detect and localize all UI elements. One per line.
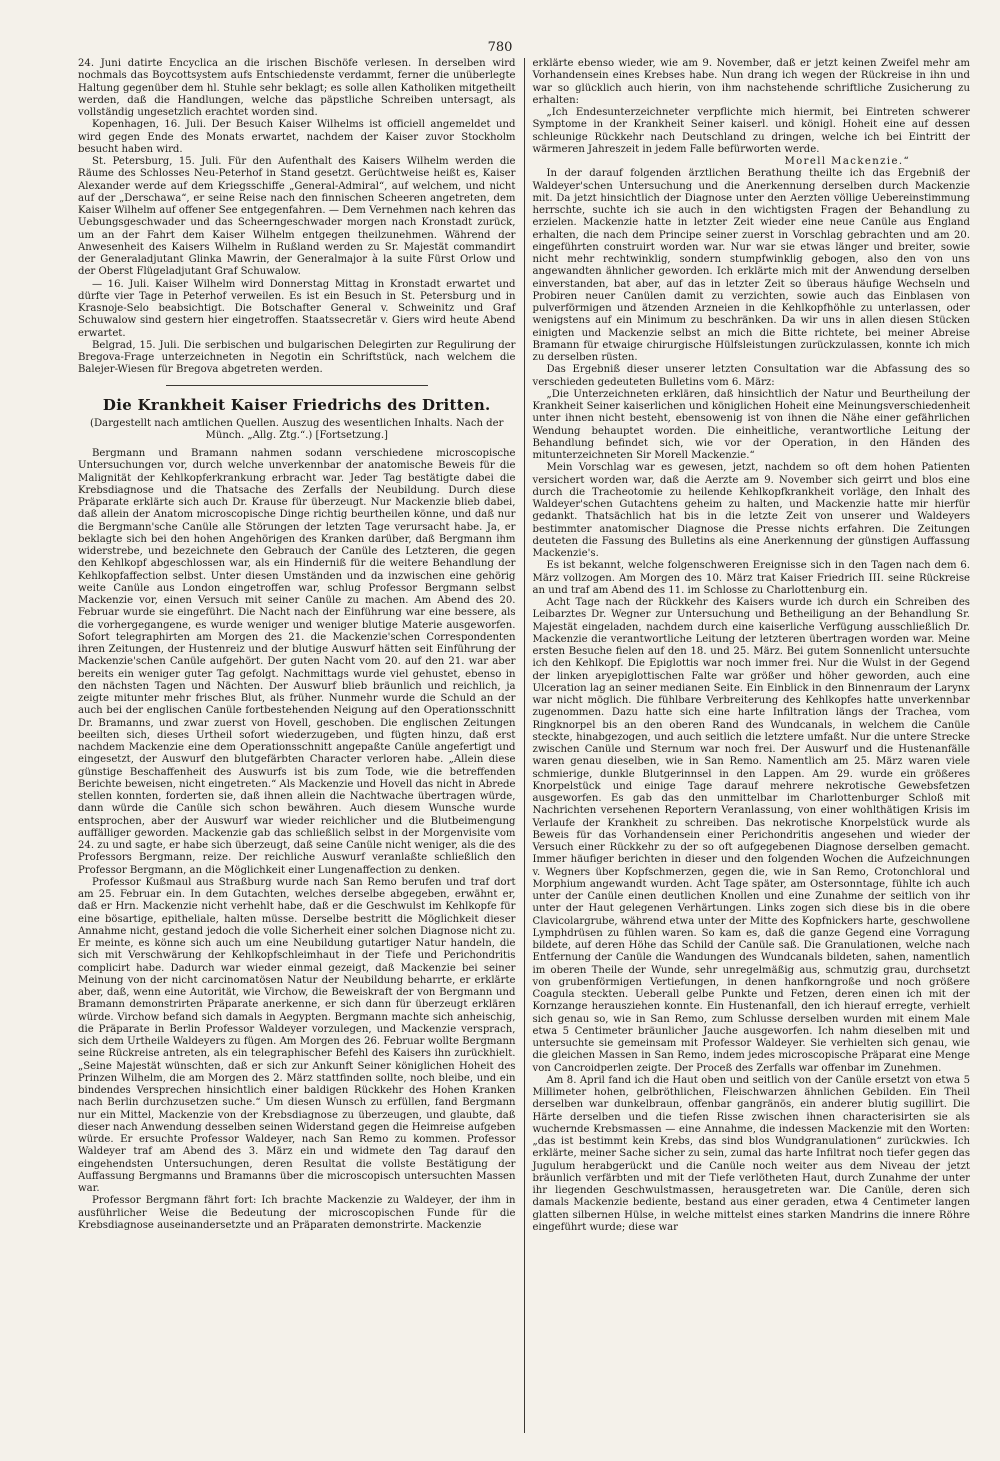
article-paragraph: Bergmann und Bramann nahmen sodann verschiedene microscopische Untersuchungen vor, durch welche unverkennbar der anatomische Beweis für die Malignität der Kehlkopferkrankung erbracht war. Jeder Tag bestätigte dabei die Krebsdiagnose und die Thatsache des Zerfalls der Neubildung. Durch diese Präparate erklärte sich auch Dr. Krause für überzeugt. Nur Mackenzie blieb dabei, daß allein der Anatom microscopische Dinge richtig beurtheilen könne, und daß nur die Bergmann'sche Canüle alle Störungen der letzten Tage verursacht habe. Ja, er beklagte sich bei den hohen Angehörigen des Kranken darüber, daß Bergmann ihm widerstrebe, und bezeichnete den Gebrauch der Canüle des Letzteren, die gegen den Kehlkopf abgeschlossen war, als ein Hinderniß für die weitere Behandlung der Kehlkopfaffection selbst. Unter diesen Umständen und da inzwischen eine gehörig weite Canüle aus London eingetroffen war, schlug Professor Bergmann selbst Mackenzie vor, einen Versuch mit seiner Canüle zu machen. Am Abend des 20. Februar wurde sie eingeführt. Die Nacht nach der Einführung war eine bessere, als die vorhergegangene, es wurde weniger und weniger blutige Materie ausgeworfen. Sofort telegraphirten am Morgen des 21. die Mackenzie'schen Correspondenten ihren Zeitungen, der Hustenreiz und der blutige Auswurf hätten seit Einführung der Mackenzie'schen Canüle aufgehört. Der guten Nacht vom 20. auf den 21. war aber bereits ein weniger guter Tag gefolgt. Nachmittags wurde viel gehustet, ebenso in den nächsten Tagen und Nächten. Der Auswurf blieb bräunlich und reichlich, ja zeigte mitunter mehr frisches Blut, als früher. Nunmehr wurde die Schuld an der auch bei der englischen Canüle fortbestehenden Neigung auf den Operationsschnitt Dr. Bramanns, und zwar zuerst von Hovell, geschoben. Die englischen Zeitungen beeilten sich, dieses Urtheil sofort wiederzugeben, und fügten hinzu, daß erst nachdem Mackenzie eine dem Operationsschnitt angepaßte Canüle angefertigt und eingesetzt, der Auswurf den blutgefärbten Character verloren habe. „Allein diese günstige Beschaffenheit des Auswurfs ist bis zum Tode, wie die betreffenden Berichte beweisen, nicht eingetreten.“ Als Mackenzie und Hovell das nicht in Abrede stellen konnten, forderten sie, daß ihnen allein die Nachtwache übertragen würde, dann würde die Canüle sich schon bewähren. Auch diesem Wunsche wurde entsprochen, aber der Auswurf war wieder reichlicher und die Blutbeimengung auffälliger geworden. Mackenzie gab das schließlich selbst in der Morgenvisite vom 24. zu und sagte, er habe sich überzeugt, daß seine Canüle nicht weniger, als die des Professors Bergmann, reize. Der reichliche Auswurf veranlaßte schließlich den Professor Bergmann, an die Möglichkeit einer Lungenaffection zu denken.: [78, 448, 516, 876]
page-number: 780: [487, 40, 513, 55]
article-title: Die Krankheit Kaiser Friedrichs des Dritten.: [102, 395, 491, 414]
news-paragraph: — 16. Juli. Kaiser Wilhelm wird Donnerstag Mittag in Kronstadt erwartet und dürfte vier Tage in Peterhof verweilen. Es ist ein Besuch in St. Petersburg und in Krasnoje-Selo beabsichtigt. Die Botschafter General v. Schweinitz und Graf Schuwalow sind gestern hier eingetroffen. Staatssecretär v. Giers wird heute Abend erwartet.: [78, 278, 516, 339]
article-paragraph: In der darauf folgenden ärztlichen Berathung theilte ich das Ergebniß der Waldeyer'schen Untersuchung und die Anerkennung derselben durch Mackenzie mit. Da jetzt hinsichtlich der Diagnose unter den Aerzten völlige Uebereinstimmung herrschte, suchte ich sie auch in den wichtigsten Fragen der Behandlung zu erzielen. Mackenzie hatte in letzter Zeit wieder eine neue Canüle aus England erhalten, die nach dem Principe seiner zuerst in Vorschlag gebrachten und am 20. eingeführten construirt worden war. Nur war sie etwas länger und breiter, sowie nicht mehr rechtwinklig, sondern stumpfwinklig gebogen, also den von uns angewandten ähnlicher geworden. Ich erklärte mich mit der Anwendung derselben einverstanden, bat aber, auf das in letzter Zeit so überaus häufige Wechseln und Probiren neuer Canülen damit zu verzichten, sowie auch das Einblasen von pulverförmigen und ätzenden Arzneien in die Kehlkopfhöhle zu unterlassen, oder wenigstens auf ein Minimum zu beschränken. Da wir uns in allen diesen Stücken einigten und Mackenzie selbst an mich die Bitte richtete, bei meiner Abreise Bramann für etwaige chirurgische Hülfsleistungen zurückzulassen, konnte ich mich zu derselben rüsten.: [532, 168, 970, 363]
article-paragraph: Professor Kußmaul aus Straßburg wurde nach San Remo berufen und traf dort am 25. Februar ein. In dem Gutachten, welches derselbe abgegeben, erwähnt er, daß er Hrn. Mackenzie nicht verhehlt habe, daß er die Geschwulst im Kehlkopfe für eine bösartige, epitheliale, halten müsse. Derselbe bestritt die Möglichkeit dieser Annahme nicht, gestand jedoch die volle Sicherheit einer solchen Diagnose nicht zu. Er meinte, es könne sich auch um eine Neubildung gutartiger Natur handeln, die sich mit Verschwärung der Kehlkopfschleimhaut in der Tiefe und Perichondritis complicirt habe. Dadurch war wieder einmal gezeigt, daß Mackenzie bei seiner Meinung von der nicht carcinomatösen Natur der Neubildung beharrte, er erklärte aber, daß, wenn eine Autorität, wie Virchow, die Beweiskraft der von Bergmann und Bramann demonstrirten Präparate anerkenne, er sich dann für überzeugt erklären würde. Virchow befand sich damals in Aegypten. Bergmann machte sich anheischig, die Präparate in Berlin Professor Waldeyer vorzulegen, und Mackenzie versprach, sich dem Urtheile Waldeyers zu fügen. Am Morgen des 26. Februar wollte Bergmann seine Rückreise antreten, als ein telegraphischer Befehl des Kaisers ihn zurückhielt. „Seine Majestät wünschten, daß er sich zur Ankunft Seiner königlichen Hoheit des Prinzen Wilhelm, die am Morgen des 2. März stattfinden sollte, noch bleibe, und ein bindendes Versprechen hinsichtlich einer baldigen Rückkehr des Hohen Kranken nach Berlin durchzusetzen suche.“ Um diesen Wunsch zu erfüllen, fand Bergmann nur ein Mittel, Mackenzie von der Krebsdiagnose zu überzeugen, und glaubte, daß dieser nach Anwendung desselben seinen Widerstand gegen die Heimreise aufgeben würde. Er ersuchte Professor Waldeyer, nach San Remo zu kommen. Professor Waldeyer traf am Abend des 3. März ein und widmete den Tag darauf den eingehendsten Untersuchungen, deren Resultat die vollste Bestätigung der Auffassung Bergmanns und Bramanns über die microscopisch untersuchten Massen war.: [78, 876, 516, 1194]
article-paragraph: erklärte ebenso wieder, wie am 9. November, daß er jetzt keinen Zweifel mehr am Vorhandensein eines Krebses habe. Nun drang ich wegen der Rückreise in ihn und war so glücklich auch hierin, von ihm nachstehende schriftliche Zusicherung zu erhalten:: [532, 58, 970, 106]
text-columns: [78, 58, 970, 1433]
news-paragraph: Belgrad, 15. Juli. Die serbischen und bulgarischen Delegirten zur Regulirung der Bregova-Frage unterzeichneten in Negotin ein Schriftstück, nach welchem die Balejer-Wiesen für Bregova abgetreten werden.: [78, 339, 516, 376]
article-paragraph: Mein Vorschlag war es gewesen, jetzt, nachdem so oft dem hohen Patienten versichert worden war, daß die Aerzte am 9. November sich geirrt und blos eine durch die Tracheotomie zu heilende Kehlkopfkrankheit vorläge, den Inhalt des Waldeyer'schen Gutachtens geheim zu halten, und Mackenzie hatte mir hierfür gedankt. Thatsächlich hat bis in die letzte Zeit von unserer und Waldeyers bestimmter anatomischer Diagnose die Presse nichts erfahren. Die Zeitungen deuteten die Fassung des Bulletins als eine Anerkennung der günstigen Auffassung Mackenzie's.: [532, 462, 970, 559]
article-paragraph: Professor Bergmann fährt fort: Ich brachte Mackenzie zu Waldeyer, der ihm in ausführlicher Weise die Bedeutung der microscopischen Funde für die Krebsdiagnose auseinandersetzte und an Präparaten demonstrirte. Mackenzie: [78, 1195, 516, 1231]
news-paragraph: Kopenhagen, 16. Juli. Der Besuch Kaiser Wilhelms ist officiell angemeldet und wird gegen Ende des Monats erwartet, nachdem der Kaiser zuvor Stockholm besucht haben wird.: [78, 119, 516, 155]
article-subtitle: (Dargestellt nach amtlichen Quellen. Auszug des wesentlichen Inhalts. Nach der Münch. „Allg. Ztg.“.) [Fortsetzung.]: [90, 417, 504, 441]
news-paragraph: 24. Juni datirte Encyclica an die irischen Bischöfe verlesen. In derselben wird nochmals das Boycottsystem aufs Entschiedenste verdammt, ferner die unüberlegte Haltung gegenüber dem hl. Stuhle sehr beklagt; es solle allen Katholiken mitgetheilt werden, daß die Handlungen, welche das päpstliche Schreiben untersagt, als vollständig ungesetzlich erachtet worden sind.: [78, 58, 516, 118]
news-paragraph: St. Petersburg, 15. Juli. Für den Aufenthalt des Kaisers Wilhelm werden die Räume des Schlosses Neu-Peterhof in Stand gesetzt. Gerüchtweise heißt es, Kaiser Alexander werde auf dem Kriegsschiffe „General-Admiral“, auf welchem, und nicht auf der „Derschawa“, er seine Reise nach den finnischen Scheeren angetreten, dem Kaiser Wilhelm auf offener See entgegenfahren. — Dem Vernehmen nach kehren das Uebungsgeschwader und das Scheerngeschwader morgen nach Kronstadt zurück, um an der Fahrt dem Kaiser Wilhelm entgegen theilzunehmen. Während der Anwesenheit des Kaisers Wilhelm in Rußland werden zu Sr. Majestät commandirt der Generaladjutant Glinka Mawrin, der Generalmajor à la suite Fürst Orlow und der Oberst Flügeladjutant Graf Schuwalow.: [78, 156, 516, 278]
article-paragraph: Acht Tage nach der Rückkehr des Kaisers wurde ich durch ein Schreiben des Leibarztes Dr. Wegner zur Untersuchung und Betheiligung an der Behandlung Sr. Majestät eingeladen, nachdem durch eine kaiserliche Verfügung ausschließlich Dr. Mackenzie die verantwortliche Leitung der letzteren übertragen worden war. Meine ersten Besuche fielen auf den 18. und 25. März. Bei gutem Sonnenlicht untersuchte ich den Kehlkopf. Die Epiglottis war noch immer frei. Nur die Wulst in der Gegend der linken aryepiglottischen Falte war größer und höher geworden, auch eine Ulceration lag an seiner medianen Seite. Ein Einblick in den Binnenraum der Larynx war nicht möglich. Die fühlbare Verbreiterung des Kehlkopfes hatte unverkennbar zugenommen. Dazu hatte sich eine harte Infiltration längs der Trachea, vom Ringknorpel bis an den oberen Rand des Wundcanals, in welchem die Canüle steckte, hinabgezogen, und auch seitlich die letztere umfaßt. Nur die untere Strecke zwischen Canüle und Sternum war noch frei. Der Auswurf und die Hustenanfälle waren genau dieselben, wie in San Remo. Namentlich am 25. März waren viele schmierige, dunkle Blutgerinnsel in den Lappen. Am 29. wurde ein größeres Knorpelstück und einige Tage darauf mehrere nekrotische Gewebsfetzen ausgeworfen. Es gab das den unmittelbar im Charlottenburger Schloß mit Nachrichten versehenen Reportern Veranlassung, von einer wohlthätigen Krisis im Verlaufe der Krankheit zu schreiben. Das nekrotische Knorpelstück wurde als Beweis für das Vorhandensein einer Perichondritis angesehen und wieder der Versuch einer Rückkehr zu der so oft aufgegebenen Diagnose derselben gemacht. Immer häufiger berichten in dieser und den folgenden Wochen die Aufzeichnungen v. Wegners über Kopfschmerzen, gegen die, wie in San Remo, Crotonchloral und Morphium angewandt wurden. Acht Tage später, am Ostersonntage, fühlte ich auch unter der Canüle einen deutlichen Knollen und eine Zunahme der seitlich von ihr unter der Haut gelegenen Verhärtungen. Links zogen sich diese bis in die obere Clavicolargrube, während etwa unter der Mitte des Kopfnickers harte, geschwollene Lymphdrüsen zu fühlen waren. So kam es, daß die ganze Gegend eine Vorragung bildete, auf deren Höhe das Schild der Canüle saß. Die Granulationen, welche nach Entfernung der Canüle die Wandungen des Wundcanals bildeten, sahen, namentlich im oberen Theile der Wunde, sehr unregelmäßig aus, schmutzig grau, durchsetzt von grubenförmigen Vertiefungen, in denen hanfkorngroße und noch größere Coagula steckten. Ueberall gelbe Punkte und Fetzen, deren einen ich mit der Kornzange herausziehen konnte. Ein Hustenanfall, den ich hierauf erregte, verhielt sich genau so, wie in San Remo, zum Schlusse derselben wurden mit einem Male etwa 5 Centimeter bräunlicher Jauche ausgeworfen. Ich nahm dieselben mit und untersuchte sie gemeinsam mit Professor Waldeyer. Sie verhielten sich genau, wie die gleichen Massen in San Remo, indem jedes microscopische Präparat eine Menge von Cancroidperlen zeigte. Der Proceß des Zerfalls war offenbar im Zunehmen.: [532, 597, 970, 1074]
article-paragraph: Es ist bekannt, welche folgenschweren Ereignisse sich in den Tagen nach dem 6. März vollzogen. Am Morgen des 10. März trat Kaiser Friedrich III. seine Rückreise an und traf am Abend des 11. im Schlosse zu Charlottenburg ein.: [532, 560, 970, 596]
article-paragraph: Am 8. April fand ich die Haut oben und seitlich von der Canüle ersetzt von etwa 5 Millimeter hohen, gelbröthlichen, Fleischwarzen ähnlichen Gebilden. Ein Theil derselben war dunkelbraun, offenbar gangränös, ein anderer blutig sugillirt. Die Härte derselben und die tiefen Risse zwischen ihnen characterisirten sie als wuchernde Krebsmassen — eine Annahme, die indessen Mackenzie mit den Worten: „das ist bestimmt kein Krebs, das sind blos Wundgranulationen“ zurückwies. Ich erklärte, meiner Sache sicher zu sein, zumal das harte Infiltrat noch tiefer gegen das Jugulum herabgerückt und die Canüle noch weiter aus dem Niveau der jetzt bräunlich verfärbten und mit der Tiefe verlötheten Haut, durch Zunahme der unter ihr liegenden Geschwulstmassen, herausgetreten war. Die Canüle, deren sich damals Mackenzie bediente, bestand aus einer geraden, etwa 4 Centimeter langen glatten silbernen Hülse, in welche mittelst eines starken Mandrins die innere Röhre eingeführt wurde; diese war: [532, 1074, 970, 1233]
quoted-declaration: „Ich Endesunterzeichneter verpflichte mich hiermit, bei Eintreten schwerer Symptome in der Krankheit Seiner kaiserl. und königl. Hoheit eine auf dessen schleunige Rückkehr nach Deutschland zu dringen, welche ich bei Eintritt der wärmeren Jahreszeit in jedem Falle befürworten werde.: [532, 107, 970, 155]
article-paragraph: Das Ergebniß dieser unserer letzten Consultation war die Abfassung des so verschieden gedeuteten Bulletins vom 6. März:: [532, 364, 970, 388]
quoted-bulletin: „Die Unterzeichneten erklären, daß hinsichtlich der Natur und Beurtheilung der Krankheit Seiner kaiserlichen und königlichen Hoheit eine Meinungsverschiedenheit unter ihnen nicht besteht, ebensowenig ist von ihnen die Nähe einer gefährlichen Wendung behauptet worden. Die einheitliche, verantwortliche Leitung der Behandlung befindet sich, wie vor der Operation, in den Händen des mitunterzeichneten Sir Morell Mackenzie.“: [532, 388, 970, 461]
right-column: [525, 58, 971, 1433]
article-divider: [166, 385, 429, 386]
signature: Morell Mackenzie.“: [784, 156, 910, 167]
left-column: [78, 58, 524, 1433]
